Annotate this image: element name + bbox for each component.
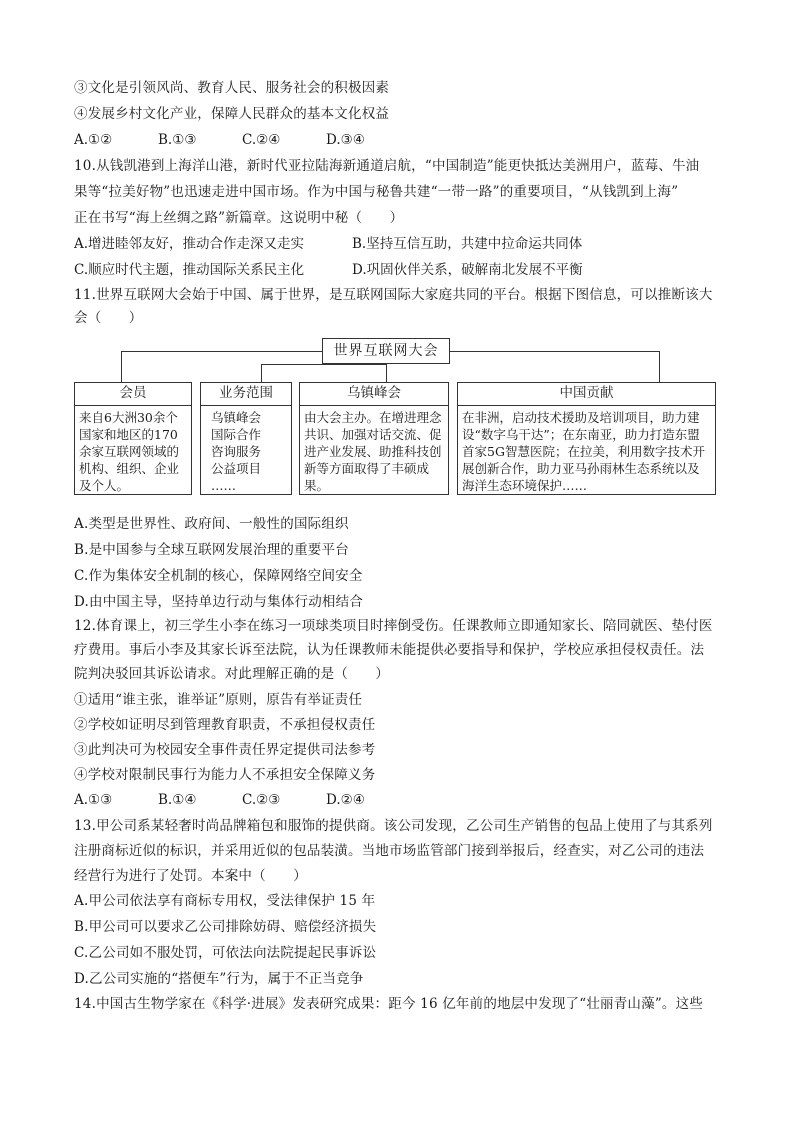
q12-stem-line-3: 院判决驳回其诉讼请求。对此理解正确的是（ ） [74, 666, 390, 682]
q13-stem-line-3: 经营行为进行了处罚。本案中（ ） [74, 868, 307, 884]
q12-statement-2: ②学校如证明尽到管理教育职责，不承担侵权责任 [74, 717, 376, 733]
q12-stem-line-1: 12.体育课上，初三学生小李在练习一项球类项目时摔倒受伤。任课教师立即通知家长、陪同就医、垫付医 [74, 618, 713, 634]
q12-statement-3: ③此判决可为校园安全事件责任界定提供司法参考 [74, 742, 376, 758]
q11-option-c: C.作为集体安全机制的核心，保障网络空间安全 [74, 568, 363, 584]
q12-option-b: B.①④ [158, 792, 197, 808]
q9-answer-options [74, 130, 365, 150]
box-wuzhen-summit [299, 382, 449, 495]
box-members [74, 382, 192, 495]
box-china-contribution [457, 382, 716, 495]
q9-option-b: B.①③ [158, 132, 197, 148]
connector-drop-1 [121, 351, 122, 382]
q12-statement-4: ④学校对限制民事行为能力人不承担安全保障义务 [74, 767, 376, 783]
q11-option-d: D.由中国主导，坚持单边行动与集体行动相结合 [74, 594, 364, 610]
box-china-contribution-body: 在非洲，启动技术援助及培训项目，助力建设“数字乌干达”；在东南亚，助力打造东盟首家5G智慧医院；在拉美，利用数字技术开展创新合作，助力亚马孙雨林生态系统以及海洋生态环境保护…… [462, 410, 705, 493]
box-wuzhen-summit-body: 由大会主办。在增进理念共识、加强对话交流、促进产业发展、助推科技创新等方面取得了丰硕成果。 [304, 410, 442, 493]
q12-option-c: C.②③ [242, 792, 281, 808]
connector-drop-2 [261, 364, 262, 382]
q12-statement-1: ①适用“谁主张，谁举证”原则，原告有举证责任 [74, 692, 363, 708]
internet-conference-diagram [74, 335, 718, 497]
q12-answer-options [74, 790, 365, 810]
q10-stem-line-3: 正在书写“海上丝绸之路”新篇章。这说明中秘（ ） [74, 210, 404, 226]
box-wuzhen-summit-head: 乌镇峰会 [300, 383, 448, 406]
q13-option-c: C.乙公司如不服处罚，可依法向法院提起民事诉讼 [74, 945, 377, 961]
connector-drop-4 [659, 351, 660, 382]
box-members-head: 会员 [75, 383, 191, 406]
box-members-body: 来自6大洲30余个国家和地区的170余家互联网领域的机构、组织、企业及个人。 [79, 410, 180, 493]
q9-option-d: D.③④ [326, 132, 365, 148]
q14-stem-line-1: 14.中国古生物学家在《科学·进展》发表研究成果：距今 16 亿年前的地层中发现了“壮丽青山藻”。这些 [74, 996, 704, 1012]
q12-option-a: A.①③ [74, 792, 113, 808]
diagram-title: 世界互联网大会 [322, 338, 450, 364]
connector-right [450, 351, 659, 352]
q13-stem-line-1: 13.甲公司系某轻奢时尚品牌箱包和服饰的提供商。该公司发现，乙公司生产销售的包品上使用了与其系列 [74, 818, 713, 834]
q9-option-a: A.①② [74, 132, 113, 148]
q11-stem-line-1: 11.世界互联网大会始于中国、属于世界，是互联网国际大家庭共同的平台。根据下图信息，可以推断该大 [74, 287, 713, 303]
q10-option-c: C.顺应时代主题，推动国际关系民主化 [74, 262, 305, 278]
connector-left [121, 351, 322, 352]
q13-option-a: A.甲公司依法享有商标专用权，受法律保护 15 年 [74, 893, 376, 909]
q13-option-d: D.乙公司实施的“搭便车”行为，属于不正当竞争 [74, 971, 364, 987]
q10-options-row-1 [74, 234, 582, 254]
box-china-contribution-head: 中国贡献 [458, 383, 715, 406]
option-statement-3: ③文化是引领风尚、教育人民、服务社会的积极因素 [74, 80, 390, 96]
q12-stem-line-2: 疗费用。事后小李及其家长诉至法院，认为任课教师未能提供必要指导和保护，学校应承担侵权责任。法 [74, 642, 705, 658]
q12-option-d: D.②④ [326, 792, 365, 808]
connector-drop-3 [386, 364, 387, 382]
q13-stem-line-2: 注册商标近似的标识，并采用近似的包品装潢。当地市场监管部门接到举报后，经查实，对乙公司的违法 [74, 843, 705, 859]
q13-option-b: B.甲公司可以要求乙公司排除妨碍、赔偿经济损失 [74, 919, 377, 935]
q10-stem-line-1: 10.从钱凯港到上海洋山港，新时代亚拉陆海新通道启航，“中国制造”能更快抵达美洲用户，蓝莓、牛油 [74, 158, 700, 174]
q10-option-a: A.增进睦邻友好，推动合作走深又走实 [74, 236, 305, 252]
q11-option-b: B.是中国参与全球互联网发展治理的重要平台 [74, 542, 349, 558]
q10-options-row-2 [74, 260, 583, 280]
q11-stem-line-2: 会（ ） [74, 310, 143, 326]
q10-stem-line-2: 果等“拉美好物”也迅速走进中国市场。作为中国与秘鲁共建“一带一路”的重要项目，“从钱凯到上海” [74, 184, 679, 200]
q10-option-d: D.巩固伙伴关系，破解南北发展不平衡 [352, 262, 583, 278]
q9-option-c: C.②④ [242, 132, 281, 148]
q10-option-b: B.坚持互信互助，共建中拉命运共同体 [352, 236, 583, 252]
box-business-scope [200, 382, 292, 495]
option-statement-4: ④发展乡村文化产业，保障人民群众的基本文化权益 [74, 106, 390, 122]
box-business-scope-head: 业务范围 [201, 383, 291, 406]
q11-option-a: A.类型是世界性、政府间、一般性的国际组织 [74, 516, 349, 532]
connector-mid [261, 364, 387, 365]
box-business-scope-body: 乌镇峰会 国际合作 咨询服务 公益项目 …… [211, 410, 262, 493]
